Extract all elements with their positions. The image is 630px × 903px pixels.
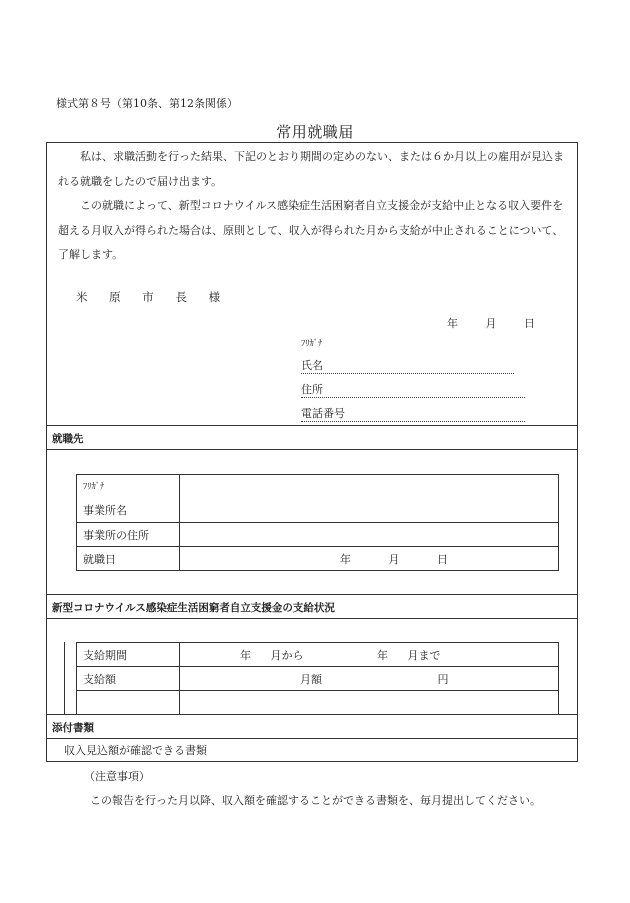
support-extra-label-cell (77, 691, 180, 715)
start-date-label: 就職日 (77, 547, 180, 571)
office-name-field[interactable] (180, 475, 559, 523)
name-field-line[interactable] (301, 373, 514, 374)
form-number: 様式第８号（第10条、第12条関係） (56, 97, 238, 110)
submission-date (447, 315, 535, 331)
declaration-paragraph-1: 私は、求職活動を行った結果、下記のとおり期間の定めのない、または６か月以上の雇用が見込まれる就職をしたので届け出ます。 (58, 150, 564, 188)
monthly-label: 月額 (300, 672, 322, 686)
divider (46, 618, 578, 619)
support-status-heading: 新型コロナウイルス感染症生活困窮者自立支援金の支給状況 (52, 602, 335, 614)
divider (46, 714, 578, 715)
applicant-address-label: 住所 (301, 383, 323, 396)
divider (46, 425, 578, 426)
declaration-text (58, 145, 568, 268)
support-table (76, 642, 559, 715)
start-date-field[interactable] (180, 547, 559, 571)
start-year-label: 年 (340, 552, 351, 566)
notes-text: この報告を行った月以降、収入額を確認することができる書類を、毎月提出してください。 (90, 794, 541, 807)
divider (46, 594, 578, 595)
support-amount-field[interactable] (180, 667, 559, 691)
address-field-line[interactable] (301, 397, 525, 398)
divider (46, 449, 578, 450)
employment-table (76, 474, 559, 571)
phone-field-line[interactable] (301, 421, 525, 422)
notes-heading: （注意事項） (84, 770, 150, 783)
date-day-label: 日 (524, 317, 535, 330)
start-month-label: 月 (388, 552, 400, 566)
support-amount-label: 支給額 (77, 667, 180, 691)
date-month-label: 月 (485, 317, 497, 330)
start-day-label: 日 (437, 552, 448, 566)
divider (46, 738, 578, 739)
office-furigana-label: ﾌﾘｶﾞﾅ (83, 482, 105, 492)
employment-heading: 就職先 (52, 433, 84, 445)
addressee: 米 原 市 長 様 (76, 290, 230, 304)
date-year-label: 年 (447, 317, 458, 330)
period-from: 月から (270, 648, 304, 662)
support-extra-field[interactable] (180, 691, 559, 715)
period-from-year: 年 (240, 648, 251, 662)
attachments-heading: 添付書類 (52, 722, 94, 734)
declaration-paragraph-2: この就職によって、新型コロナウイルス感染症生活困窮者自立支援金が支給中止となる収入要件を超える月収入が得られた場合は、原則として、収入が得られた月から支給が中止されることについて、了解します。 (58, 199, 564, 261)
applicant-furigana-label: ﾌﾘｶﾞﾅ (301, 339, 323, 349)
period-to: 月まで (407, 648, 441, 662)
support-period-label: 支給期間 (77, 643, 180, 667)
document-title: 常用就職届 (276, 123, 354, 141)
period-to-year: 年 (377, 648, 388, 662)
support-period-field[interactable] (180, 643, 559, 667)
applicant-name-label: 氏名 (301, 359, 323, 372)
applicant-phone-label: 電話番号 (301, 407, 345, 420)
support-bracket (64, 642, 76, 714)
office-name-label-cell (77, 475, 180, 523)
office-name-label: 事業所名 (83, 504, 127, 517)
office-address-field[interactable] (180, 523, 559, 547)
attachment-item: 収入見込額が確認できる書類 (64, 744, 207, 757)
yen-label: 円 (437, 672, 449, 686)
office-address-label: 事業所の住所 (77, 523, 180, 547)
